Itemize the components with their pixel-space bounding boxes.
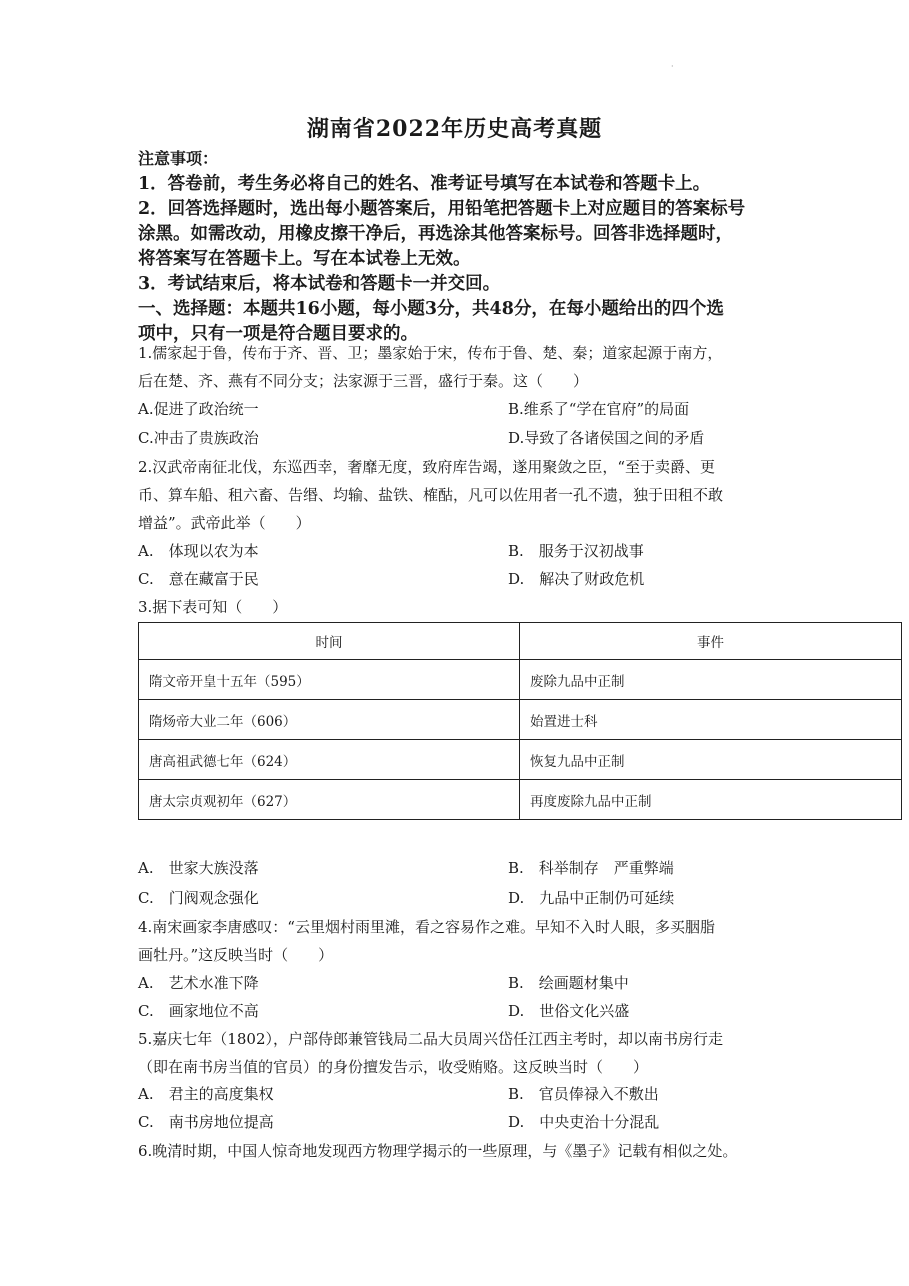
question-5-option-a: A. 君主的高度集权	[138, 1085, 274, 1103]
notice-item: 涂黑。如需改动，用橡皮擦干净后，再选涂其他答案标号。回答非选择题时，	[138, 224, 733, 244]
table-header-time: 时间	[139, 623, 520, 660]
table-row	[139, 740, 902, 780]
table-cell-time: 隋文帝开皇十五年（595）	[139, 660, 520, 700]
table-row	[139, 660, 902, 700]
question-2-option-a: A. 体现以农为本	[138, 542, 259, 560]
question-5-text: 5.嘉庆七年（1802），户部侍郎兼管钱局二品大员周兴岱任江西主考时，却以南书房行走	[138, 1030, 723, 1048]
question-2-text: 增益”。武帝此举（ ）	[138, 514, 311, 532]
question-1-option-b: B.维系了“学在官府”的局面	[508, 400, 690, 418]
question-2-option-b: B. 服务于汉初战事	[508, 542, 644, 560]
table-cell-event: 始置进士科	[520, 700, 902, 740]
question-5-option-c: C. 南书房地位提高	[138, 1113, 274, 1131]
table-cell-event: 恢复九品中正制	[520, 740, 902, 780]
section-heading: 一、选择题：本题共16小题，每小题3分，共48分，在每小题给出的四个选	[138, 299, 724, 319]
question-5-option-b: B. 官员俸禄入不敷出	[508, 1085, 659, 1103]
question-3-option-a: A. 世家大族没落	[138, 859, 259, 877]
question-6-text: 6.晚清时期，中国人惊奇地发现西方物理学揭示的一些原理，与《墨子》记载有相似之处。	[138, 1142, 738, 1160]
table-row	[139, 700, 902, 740]
question-1-option-a: A.促进了政治统一	[138, 400, 259, 418]
question-3-option-c: C. 门阀观念强化	[138, 889, 259, 907]
question-4-text: 4.南宋画家李唐感叹：“云里烟村雨里滩，看之容易作之难。早知不入时人眼，多买胭脂	[138, 918, 715, 936]
notice-item: 3．考试结束后，将本试卷和答题卡一并交回。	[138, 274, 501, 294]
question-2-option-c: C. 意在藏富于民	[138, 570, 259, 588]
table-cell-time: 唐太宗贞观初年（627）	[139, 780, 520, 820]
question-1-text: 后在楚、齐、燕有不同分支；法家源于三晋，盛行于秦。这（ ）	[138, 372, 589, 390]
table-cell-event: 再度废除九品中正制	[520, 780, 902, 820]
question-5-text: （即在南书房当值的官员）的身份擅发告示，收受贿赂。这反映当时（ ）	[138, 1058, 649, 1076]
table-cell-time: 唐高祖武德七年（624）	[139, 740, 520, 780]
section-heading: 项中，只有一项是符合题目要求的。	[138, 324, 418, 344]
question-2-text: 2.汉武帝南征北伐，东巡西幸，奢靡无度，致府库告竭，遂用聚敛之臣，“至于卖爵、更	[138, 458, 715, 476]
question-4-text: 画牡丹。”这反映当时（ ）	[138, 946, 334, 964]
question-1-option-d: D.导致了各诸侯国之间的矛盾	[508, 429, 705, 447]
question-1-text: 1.儒家起于鲁，传布于齐、晋、卫；墨家始于宋，传布于鲁、楚、秦；道家起源于南方，	[138, 344, 723, 362]
question-1-option-c: C.冲击了贵族政治	[138, 429, 259, 447]
question-4-option-b: B. 绘画题材集中	[508, 974, 629, 992]
question-3-option-b: B. 科举制存 严重弊端	[508, 859, 674, 877]
question-4-option-d: D. 世俗文化兴盛	[508, 1002, 630, 1020]
notice-item: 1．答卷前，考生务必将自己的姓名、准考证号填写在本试卷和答题卡上。	[138, 174, 711, 194]
question-4-option-c: C. 画家地位不高	[138, 1002, 259, 1020]
table-cell-time: 隋炀帝大业二年（606）	[139, 700, 520, 740]
history-events-table	[138, 622, 902, 820]
question-3-option-d: D. 九品中正制仍可延续	[508, 889, 675, 907]
table-row	[139, 780, 902, 820]
table-header-event: 事件	[520, 623, 902, 660]
notice-heading: 注意事项：	[138, 149, 219, 168]
notice-item: 2．回答选择题时，选出每小题答案后，用铅笔把答题卡上对应题目的答案标号	[138, 199, 746, 219]
page-title: 湖南省2022年历史高考真题	[306, 116, 603, 142]
question-2-option-d: D. 解决了财政危机	[508, 570, 645, 588]
table-cell-event: 废除九品中正制	[520, 660, 902, 700]
question-5-option-d: D. 中央吏治十分混乱	[508, 1113, 660, 1131]
notice-item: 将答案写在答题卡上。写在本试卷上无效。	[138, 249, 471, 269]
question-2-text: 币、算车船、租六畜、告缗、均输、盐铁、榷酤，凡可以佐用者一孔不遗，独于田租不敢	[138, 486, 724, 504]
question-3-text: 3.据下表可知（ ）	[138, 598, 288, 616]
page-mark: ·	[671, 62, 674, 71]
question-4-option-a: A. 艺术水准下降	[138, 974, 259, 992]
table-header-row	[139, 623, 902, 660]
